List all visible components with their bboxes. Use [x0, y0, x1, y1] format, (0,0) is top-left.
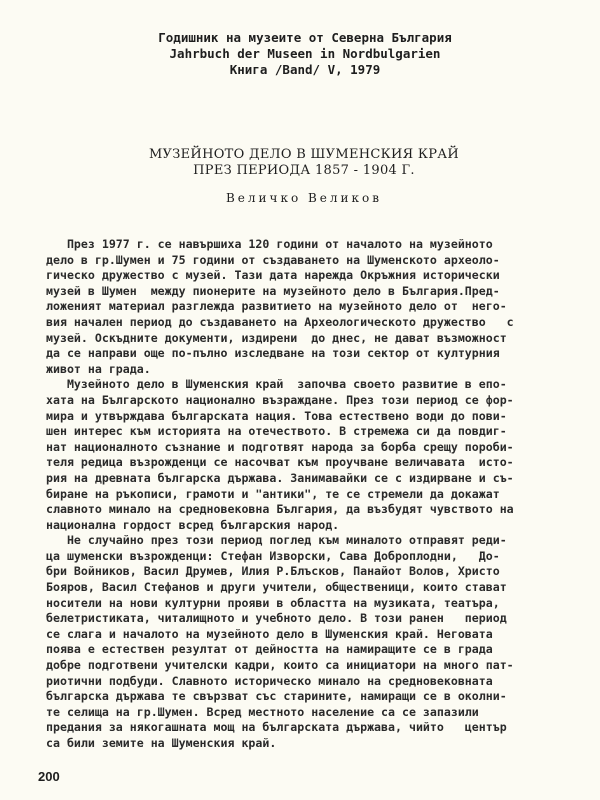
- body-line: През 1977 г. се навършиха 120 години от началото на музейното: [46, 237, 493, 251]
- article-title: [0, 147, 600, 179]
- body-line: се слага и началото на музейното дело в Шуменския край. Неговата: [46, 626, 493, 641]
- journal-volume: Книга /Band/ V, 1979: [229, 62, 381, 77]
- body-line: биране на ръкописи, грамоти и "антики", те се стремели да докажат: [46, 486, 500, 501]
- article-body: [46, 237, 566, 752]
- page-number: 200: [38, 769, 60, 784]
- body-line: те селища на гр.Шумен. Всред местното население са се запазили: [46, 704, 479, 719]
- body-line: гическо дружество с музей. Тази дата нарежда Окръжния исторически: [46, 268, 500, 283]
- article-title-line-2: ПРЕЗ ПЕРИОДА 1857 - 1904 Г.: [193, 163, 415, 178]
- body-line: славното минало на средновековна България, да възбудят чувството на: [46, 502, 514, 517]
- body-line: Музейното дело в Шуменския край започва своето развитие в епо-: [46, 377, 507, 392]
- body-line: ца шуменски възрожденци: Стефан Изворски, Сава Доброплодни, До-: [46, 548, 500, 563]
- body-line: музей. Оскъдните документи, издирени до днес, не дават възможност: [46, 330, 507, 345]
- journal-title-bg: Годишник на музеите от Северна България: [158, 30, 452, 45]
- body-line: бри Войников, Васил Друмев, Илия Р.Блъсков, Панайот Волов, Христо: [46, 564, 500, 579]
- body-line: национална гордост всред българския народ.: [46, 517, 340, 532]
- journal-title-de: Jahrbuch der Museen in Nordbulgarien: [169, 46, 441, 61]
- body-line: добре подготвени учителски кадри, които са инициатори на много пат-: [46, 658, 514, 673]
- body-line: да се направи още по-пълно изследване на този сектор от културния: [46, 346, 500, 361]
- article-author: Величко Великов: [225, 191, 383, 205]
- body-line: теля редица възрожденци се насочват към проучване величавата исто-: [46, 455, 514, 470]
- body-line: Бояров, Васил Стефанов и други учители, общественици, които стават: [46, 580, 507, 595]
- body-line: поява е естествен резултат от дейността на намиращите се в града: [46, 642, 493, 657]
- journal-header: [0, 30, 600, 78]
- body-line: риотични подбуди. Славното историческо минало на средновековната: [46, 673, 493, 688]
- article-title-line-1: МУЗЕЙНОТО ДЕЛО В ШУМЕНСКИЯ КРАЙ: [148, 147, 460, 162]
- body-line: хата на Българското национално възраждане. През този период се фор-: [46, 392, 514, 407]
- body-line: белетристиката, читалищното и учебното дело. В този ранен период: [46, 611, 507, 626]
- body-line: живот на града.: [46, 361, 151, 376]
- body-line: ложеният материал разглежда развитието на музейното дело от него-: [46, 299, 507, 314]
- body-line: музей в Шумен между пионерите на музейното дело в България.Пред-: [46, 283, 500, 298]
- body-line: Не случайно през този период поглед към миналото отправят реди-: [46, 533, 507, 548]
- body-line: шен интерес към историята на отечеството. В стремежа си да повдиг-: [46, 424, 507, 439]
- body-line: носители на нови културни прояви в областта на музиката, театъра,: [46, 595, 500, 610]
- body-line: са били земите на Шуменския край.: [46, 736, 277, 750]
- body-line: рия на древната българска държава. Занимавайки се с издирване и съ-: [46, 470, 514, 485]
- body-line: нат националното съзнание и подготвят народа за борба срещу пороби-: [46, 439, 514, 454]
- body-line: вия начален период до създаването на Археологическото дружество с: [46, 314, 514, 329]
- body-line: дело в гр.Шумен и 75 години от създаването на Шуменското археоло-: [46, 252, 500, 267]
- body-line: българска държава те свързват със старините, намиращи се в околни-: [46, 689, 507, 704]
- body-line: предания за някогашната мощ на българската държава, чийто център: [46, 720, 507, 735]
- body-line: мира и утвърждава българската нация. Това естествено води до пови-: [46, 408, 507, 423]
